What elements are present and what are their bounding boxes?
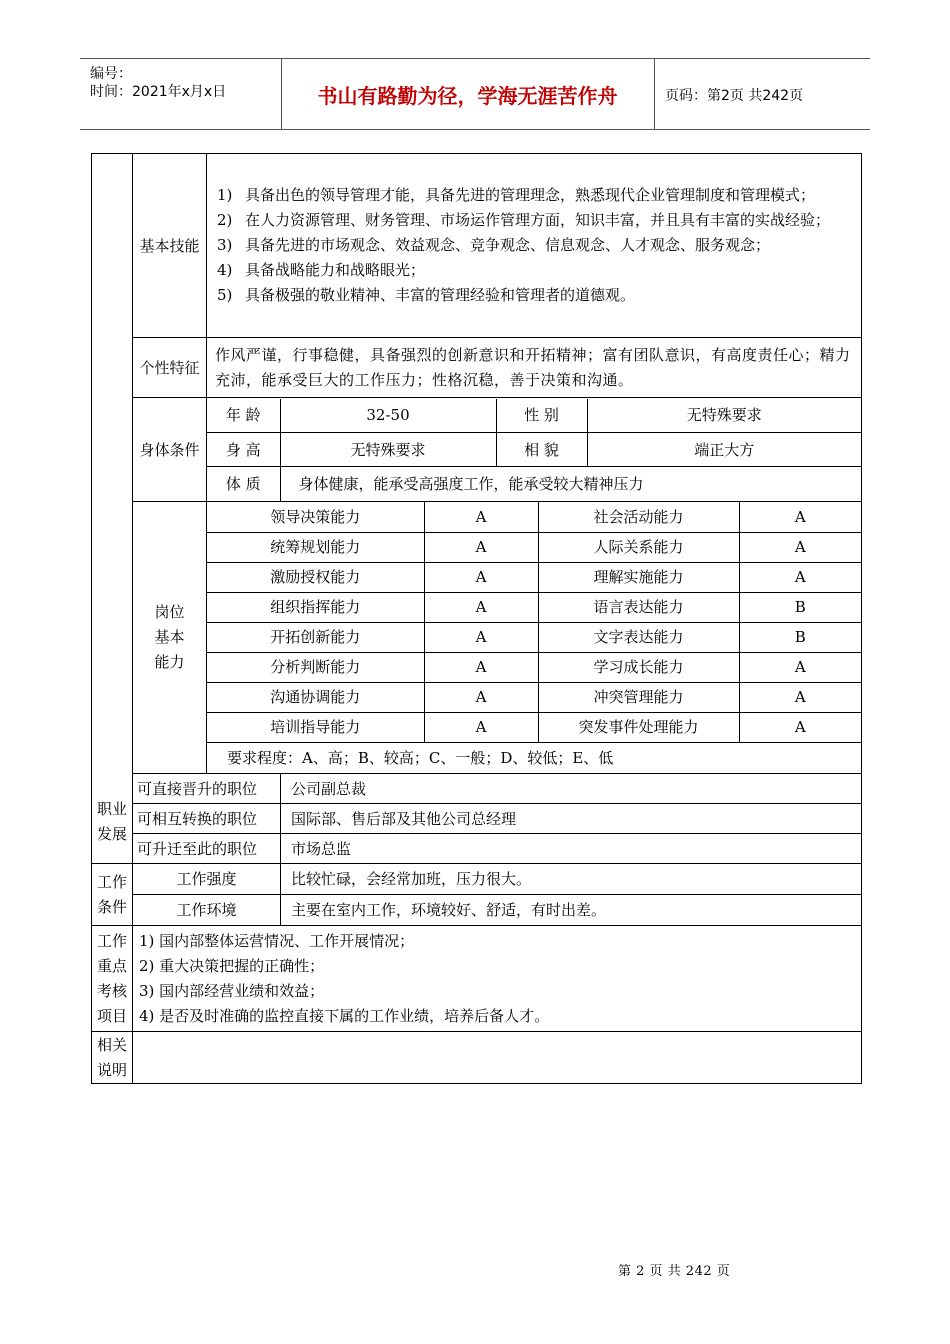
conditions-label: 工作 条件 <box>92 864 133 926</box>
height-value: 无特殊要求 <box>280 433 496 467</box>
doc-number-label: 编号： <box>90 66 132 82</box>
ability-row <box>207 562 861 592</box>
looks-value: 端正大方 <box>587 433 861 467</box>
job-description-table <box>91 153 862 1084</box>
physical-table <box>207 399 861 501</box>
ability-level: A <box>739 652 861 682</box>
ability-name: 统筹规划能力 <box>207 532 424 562</box>
header-motto: 书山有路勤为径，学海无涯苦作舟 <box>317 83 618 108</box>
header-meta <box>80 59 280 129</box>
abilities-label: 岗位 基本 能力 <box>133 502 207 774</box>
page-header <box>80 58 870 130</box>
skill-item-number: 5) <box>217 286 233 304</box>
ability-name: 冲突管理能力 <box>538 682 739 712</box>
ability-level: A <box>739 682 861 712</box>
ability-level: B <box>739 592 861 622</box>
skills-content <box>207 154 862 338</box>
height-label: 身 高 <box>207 433 280 467</box>
constitution-value: 身体健康，能承受高强度工作，能承受较大精神压力 <box>280 467 861 501</box>
transfer-value: 国际部、售后部及其他公司总经理 <box>281 804 862 834</box>
abilities-note: 要求程度：A、高；B、较高；C、一般；D、较低；E、低 <box>227 748 614 767</box>
gender-value: 无特殊要求 <box>587 399 861 433</box>
ability-level: A <box>739 532 861 562</box>
ability-row <box>207 592 861 622</box>
ability-row <box>207 652 861 682</box>
skill-item-text: 具备出色的领导管理才能，具备先进的管理理念，熟悉现代企业管理制度和管理模式； <box>245 186 816 204</box>
physical-label: 身体条件 <box>133 398 207 502</box>
promote-value: 公司副总裁 <box>281 774 862 804</box>
skill-item <box>217 233 855 258</box>
ability-level: A <box>739 712 861 742</box>
ability-name: 文字表达能力 <box>538 622 739 652</box>
ability-row <box>207 622 861 652</box>
ability-level: A <box>424 562 538 592</box>
age-label: 年 龄 <box>207 399 280 433</box>
ability-level: A <box>739 562 861 592</box>
ability-name: 开拓创新能力 <box>207 622 424 652</box>
ability-name: 沟通协调能力 <box>207 682 424 712</box>
doc-time: 时间：2021年x月x日 <box>90 84 227 100</box>
from-label: 可升迁至此的职位 <box>133 834 281 864</box>
skills-label: 基本技能 <box>133 154 207 338</box>
physical-content <box>207 398 862 502</box>
ability-name: 分析判断能力 <box>207 652 424 682</box>
career-label: 职业 发展 <box>96 800 127 843</box>
skill-item-text: 在人力资源管理、财务管理、市场运作管理方面，知识丰富，并且具有丰富的实战经验； <box>245 211 831 229</box>
intensity-label: 工作强度 <box>133 864 281 895</box>
ability-level: A <box>739 502 861 532</box>
ability-level: B <box>739 622 861 652</box>
page-footer: 第 2 页 共 242 页 <box>618 1264 731 1279</box>
skill-item-text: 具备先进的市场观念、效益观念、竞争观念、信息观念、人才观念、服务观念； <box>245 236 771 254</box>
personality-label: 个性特征 <box>133 338 207 398</box>
skill-item-number: 3) <box>217 236 233 254</box>
ability-row <box>207 532 861 562</box>
skill-item-number: 2) <box>217 211 233 229</box>
skill-item-number: 4) <box>217 261 233 279</box>
ability-level: A <box>424 682 538 712</box>
career-group-cell <box>92 154 133 864</box>
ability-row <box>207 682 861 712</box>
assessment-item: 2) 重大决策把握的正确性； <box>139 956 325 975</box>
ability-row <box>207 712 861 742</box>
assessment-item: 3) 国内部经营业绩和效益； <box>139 981 325 1000</box>
ability-row <box>207 502 861 532</box>
ability-name: 学习成长能力 <box>538 652 739 682</box>
skill-item-text: 具备极强的敬业精神、丰富的管理经验和管理者的道德观。 <box>245 286 636 304</box>
header-page-info: 页码：第2页 共242页 <box>665 88 804 104</box>
gender-label: 性 别 <box>496 399 587 433</box>
assessment-items <box>133 926 862 1032</box>
ability-name: 人际关系能力 <box>538 532 739 562</box>
skill-item <box>217 283 855 308</box>
abilities-table <box>207 502 861 743</box>
env-value: 主要在室内工作，环境较好、舒适，有时出差。 <box>281 895 862 926</box>
env-label: 工作环境 <box>133 895 281 926</box>
ability-name: 领导决策能力 <box>207 502 424 532</box>
ability-name: 社会活动能力 <box>538 502 739 532</box>
ability-name: 突发事件处理能力 <box>538 712 739 742</box>
ability-name: 激励授权能力 <box>207 562 424 592</box>
assessment-item: 1) 国内部整体运营情况、工作开展情况； <box>139 931 415 950</box>
ability-name: 语言表达能力 <box>538 592 739 622</box>
related-text <box>133 1032 862 1084</box>
intensity-value: 比较忙碌，会经常加班，压力很大。 <box>281 864 862 895</box>
ability-level: A <box>424 532 538 562</box>
age-value: 32-50 <box>280 399 496 433</box>
transfer-label: 可相互转换的职位 <box>133 804 281 834</box>
assessment-item: 4) 是否及时准确的监控直接下属的工作业绩，培养后备人才。 <box>139 1006 550 1025</box>
skill-item-number: 1) <box>217 186 233 204</box>
ability-name: 组织指挥能力 <box>207 592 424 622</box>
abilities-content <box>207 502 862 774</box>
constitution-label: 体 质 <box>207 467 280 501</box>
skill-item <box>217 208 855 233</box>
skill-item <box>217 183 855 208</box>
from-value: 市场总监 <box>281 834 862 864</box>
assessment-label: 工作 重点 考核 项目 <box>92 926 133 1032</box>
skill-item-text: 具备战略能力和战略眼光； <box>245 261 426 279</box>
skill-item <box>217 258 855 283</box>
ability-level: A <box>424 652 538 682</box>
ability-level: A <box>424 592 538 622</box>
ability-name: 理解实施能力 <box>538 562 739 592</box>
related-label: 相关 说明 <box>92 1032 133 1084</box>
ability-level: A <box>424 622 538 652</box>
ability-level: A <box>424 712 538 742</box>
promote-label: 可直接晋升的职位 <box>133 774 281 804</box>
personality-text: 作风严谨，行事稳健，具备强烈的创新意识和开拓精神；富有团队意识，有高度责任心；精力充沛，能承受巨大的工作压力；性格沉稳，善于决策和沟通。 <box>207 338 862 398</box>
ability-level: A <box>424 502 538 532</box>
looks-label: 相 貌 <box>496 433 587 467</box>
ability-name: 培训指导能力 <box>207 712 424 742</box>
